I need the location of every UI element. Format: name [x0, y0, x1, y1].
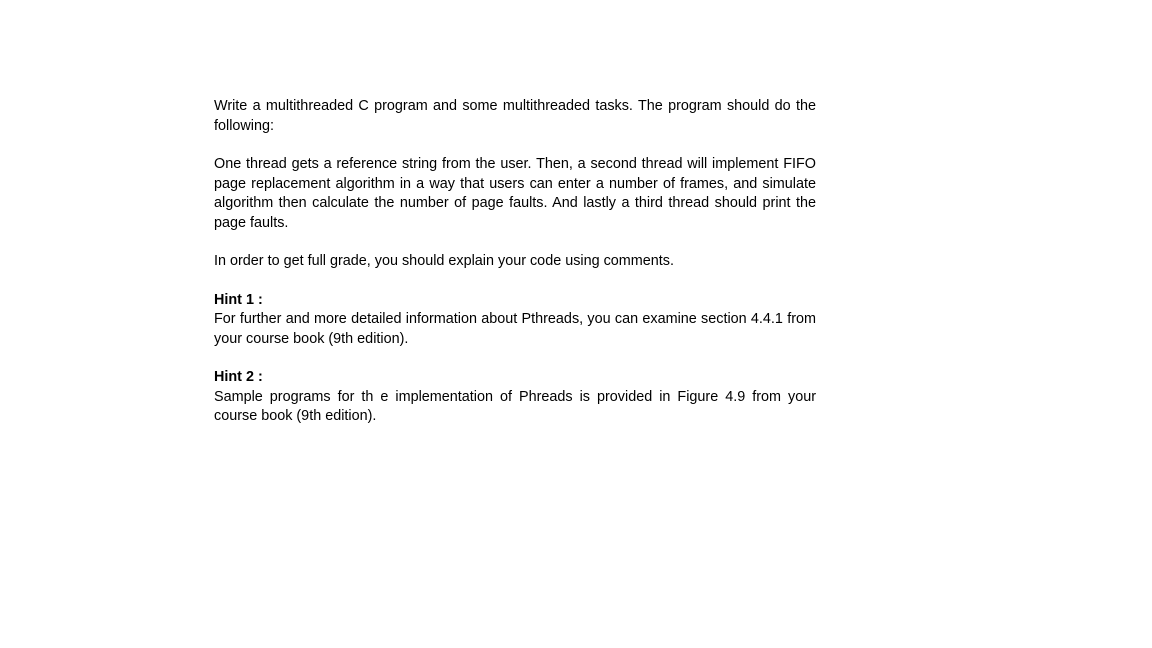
task-paragraph: One thread gets a reference string from the user. Then, a second thread will implement FIFO page replacement algorithm in a way that users can enter a number of frames, and simulate algorithm then calculate the number of page faults. And lastly a third thread should print the page faults.: [214, 156, 816, 231]
grading-paragraph: In order to get full grade, you should explain your code using comments.: [214, 253, 674, 269]
intro-paragraph: Write a multithreaded C program and some multithreaded tasks. The program should do the following:: [214, 98, 816, 134]
hint-1: [214, 291, 816, 350]
hint-2-body: Sample programs for th e implementation of Phreads is provided in Figure 4.9 from your course book (9th edition).: [214, 388, 816, 424]
hint-1-title: Hint 1 :: [214, 291, 263, 308]
hint-2: [214, 368, 816, 427]
document-page: [214, 97, 816, 446]
hint-1-body: For further and more detailed information about Pthreads, you can examine section 4.4.1 from your course book (9th edition).: [214, 311, 816, 347]
hint-2-title: Hint 2 :: [214, 369, 263, 385]
